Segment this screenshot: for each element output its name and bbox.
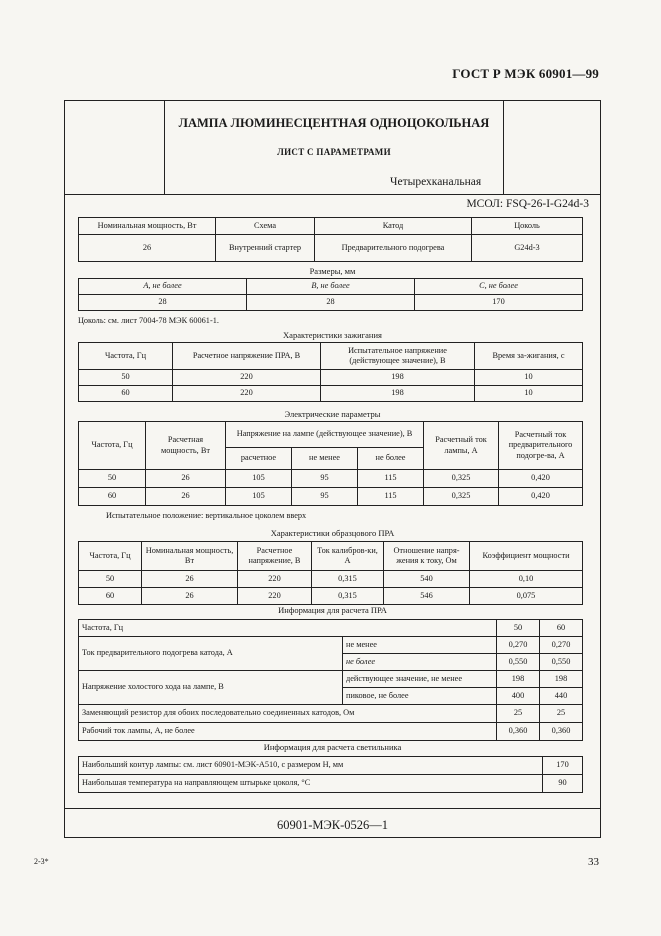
footer-code: 60901-МЭК-0526—1 <box>276 818 389 832</box>
lum-info-table <box>78 756 583 793</box>
electrical-cell: 105 <box>226 470 292 488</box>
ignition-cell: 10 <box>475 370 583 386</box>
electrical-cell: 50 <box>79 470 146 488</box>
electrical-cell: 95 <box>292 470 358 488</box>
ballast-cell: 220 <box>238 588 312 605</box>
dimension-cell: 28 <box>79 295 247 311</box>
pra-cell: 50 <box>497 620 540 637</box>
footer-divider <box>64 808 601 809</box>
ballast-cell: 0,075 <box>470 588 583 605</box>
ballast-table <box>78 541 583 605</box>
lum-info-caption: Информация для расчета светильника <box>263 742 402 752</box>
ignition-cell: 220 <box>173 370 321 386</box>
ignition-table <box>78 342 583 402</box>
pra-sublabel: не более <box>343 654 497 671</box>
pra-cell: 440 <box>540 688 583 705</box>
dimension-cell: 28 <box>247 295 415 311</box>
electrical-table <box>78 421 583 506</box>
ballast-caption: Характеристики образцового ПРА <box>270 528 395 538</box>
pra-sublabel: действующее значение, не менее <box>343 671 497 688</box>
pra-info-table <box>78 619 583 741</box>
electrical-cell: 60 <box>79 488 146 506</box>
main-header: Катод <box>315 218 472 235</box>
electrical-cell: 0,325 <box>424 470 499 488</box>
electrical-subheader: расчетное <box>226 448 292 470</box>
test-position-note: Испытательное положение: вертикальное цоколем вверх <box>106 511 307 520</box>
electrical-cell: 115 <box>358 470 424 488</box>
dimension-header: B, не более <box>247 279 415 295</box>
main-cell: 26 <box>79 235 216 262</box>
sheet-subtitle: ЛИСТ С ПАРАМЕТРАМИ <box>277 147 391 157</box>
pra-cell: 198 <box>497 671 540 688</box>
pra-cell: 0,360 <box>497 723 540 741</box>
main-header: Номинальная мощность, Вт <box>79 218 216 235</box>
electrical-header: Напряжение на лампе (действующее значение), В <box>226 422 424 448</box>
ballast-cell: 0,315 <box>312 588 384 605</box>
dimension-cell: 170 <box>415 295 583 311</box>
lum-cell: 170 <box>543 757 583 775</box>
ballast-header: Отношение напря-жения к току, Ом <box>384 542 470 571</box>
header-divider <box>64 194 601 195</box>
main-cell: Внутренний стартер <box>216 235 315 262</box>
ballast-cell: 0,315 <box>312 571 384 588</box>
ignition-header: Расчетное напряжение ПРА, В <box>173 343 321 370</box>
main-cell: G24d-3 <box>472 235 583 262</box>
pra-label: Заменяющий резистор для обоих последовательно соединенных катодов, Ом <box>79 705 497 723</box>
ignition-cell: 220 <box>173 386 321 402</box>
ballast-cell: 546 <box>384 588 470 605</box>
ballast-cell: 26 <box>142 571 238 588</box>
ignition-cell: 50 <box>79 370 173 386</box>
electrical-cell: 26 <box>146 488 226 506</box>
electrical-cell: 26 <box>146 470 226 488</box>
pra-label: Частота, Гц <box>79 620 497 637</box>
lamp-designation: МСОЛ: FSQ-26-I-G24d-3 <box>466 198 589 210</box>
electrical-header: Расчетный ток предварительного подогре-ва, А <box>499 422 583 470</box>
electrical-cell: 115 <box>358 488 424 506</box>
dimension-header: A, не более <box>79 279 247 295</box>
electrical-header: Частота, Гц <box>79 422 146 470</box>
header-left-cell <box>64 100 165 194</box>
pra-cell: 198 <box>540 671 583 688</box>
lum-cell: 90 <box>543 775 583 793</box>
ignition-caption: Характеристики зажигания <box>283 330 382 340</box>
lum-label: Наибольший контур лампы: см. лист 60901-МЭК-А510, с размером Н, мм <box>79 757 543 775</box>
ballast-cell: 50 <box>79 571 142 588</box>
pra-cell: 60 <box>540 620 583 637</box>
pra-sublabel: не менее <box>343 637 497 654</box>
pra-cell: 25 <box>497 705 540 723</box>
pra-cell: 0,550 <box>497 654 540 671</box>
page-mark: 2-3* <box>34 857 49 866</box>
electrical-header: Расчетный ток лампы, А <box>424 422 499 470</box>
lum-label: Наибольшая температура на направляющем штырьке цоколя, °С <box>79 775 543 793</box>
pra-cell: 0,270 <box>497 637 540 654</box>
ballast-cell: 0,10 <box>470 571 583 588</box>
ignition-header: Время за-жигания, с <box>475 343 583 370</box>
pra-info-caption: Информация для расчета ПРА <box>278 605 387 615</box>
ballast-header: Ток калибров-ки, А <box>312 542 384 571</box>
electrical-subheader: не более <box>358 448 424 470</box>
ballast-header: Частота, Гц <box>79 542 142 571</box>
cap-note: Цоколь: см. лист 7004-78 МЭК 60061-1. <box>78 316 219 325</box>
header-right-cell <box>503 100 601 194</box>
ignition-cell: 198 <box>321 386 475 402</box>
ballast-header: Расчетное напряжение, В <box>238 542 312 571</box>
electrical-cell: 0,325 <box>424 488 499 506</box>
main-cell: Предварительного подогрева <box>315 235 472 262</box>
ignition-cell: 198 <box>321 370 475 386</box>
ballast-header: Коэффициент мощности <box>470 542 583 571</box>
main-header: Цоколь <box>472 218 583 235</box>
pra-cell: 0,360 <box>540 723 583 741</box>
ballast-header: Номинальная мощность, Вт <box>142 542 238 571</box>
standard-header: ГОСТ Р МЭК 60901—99 <box>452 66 599 81</box>
electrical-cell: 95 <box>292 488 358 506</box>
lamp-kind: Четырехканальная <box>390 176 482 188</box>
dimension-header: C, не более <box>415 279 583 295</box>
electrical-cell: 0,420 <box>499 488 583 506</box>
electrical-cell: 105 <box>226 488 292 506</box>
ballast-cell: 26 <box>142 588 238 605</box>
ignition-header: Частота, Гц <box>79 343 173 370</box>
pra-label: Ток предварительного подогрева катода, А <box>79 637 343 671</box>
page-number: 33 <box>588 856 599 868</box>
ballast-cell: 540 <box>384 571 470 588</box>
pra-cell: 400 <box>497 688 540 705</box>
electrical-cell: 0,420 <box>499 470 583 488</box>
pra-label: Напряжение холостого хода на лампе, В <box>79 671 343 705</box>
dimensions-caption: Размеры, мм <box>309 266 356 276</box>
electrical-caption: Электрические параметры <box>284 409 381 419</box>
electrical-subheader: не менее <box>292 448 358 470</box>
pra-cell: 0,270 <box>540 637 583 654</box>
pra-label: Рабочий ток лампы, А, не более <box>79 723 497 741</box>
pra-cell: 25 <box>540 705 583 723</box>
ballast-cell: 220 <box>238 571 312 588</box>
ignition-cell: 10 <box>475 386 583 402</box>
ballast-cell: 60 <box>79 588 142 605</box>
ignition-cell: 60 <box>79 386 173 402</box>
electrical-header: Расчетная мощность, Вт <box>146 422 226 470</box>
ignition-header: Испытательное напряжение (действующее значение), В <box>321 343 475 370</box>
pra-sublabel: пиковое, не более <box>343 688 497 705</box>
sheet-title: ЛАМПА ЛЮМИНЕСЦЕНТНАЯ ОДНОЦОКОЛЬНАЯ <box>178 116 490 130</box>
main-header: Схема <box>216 218 315 235</box>
dimensions-table <box>78 278 583 311</box>
pra-cell: 0,550 <box>540 654 583 671</box>
main-table <box>78 217 583 262</box>
